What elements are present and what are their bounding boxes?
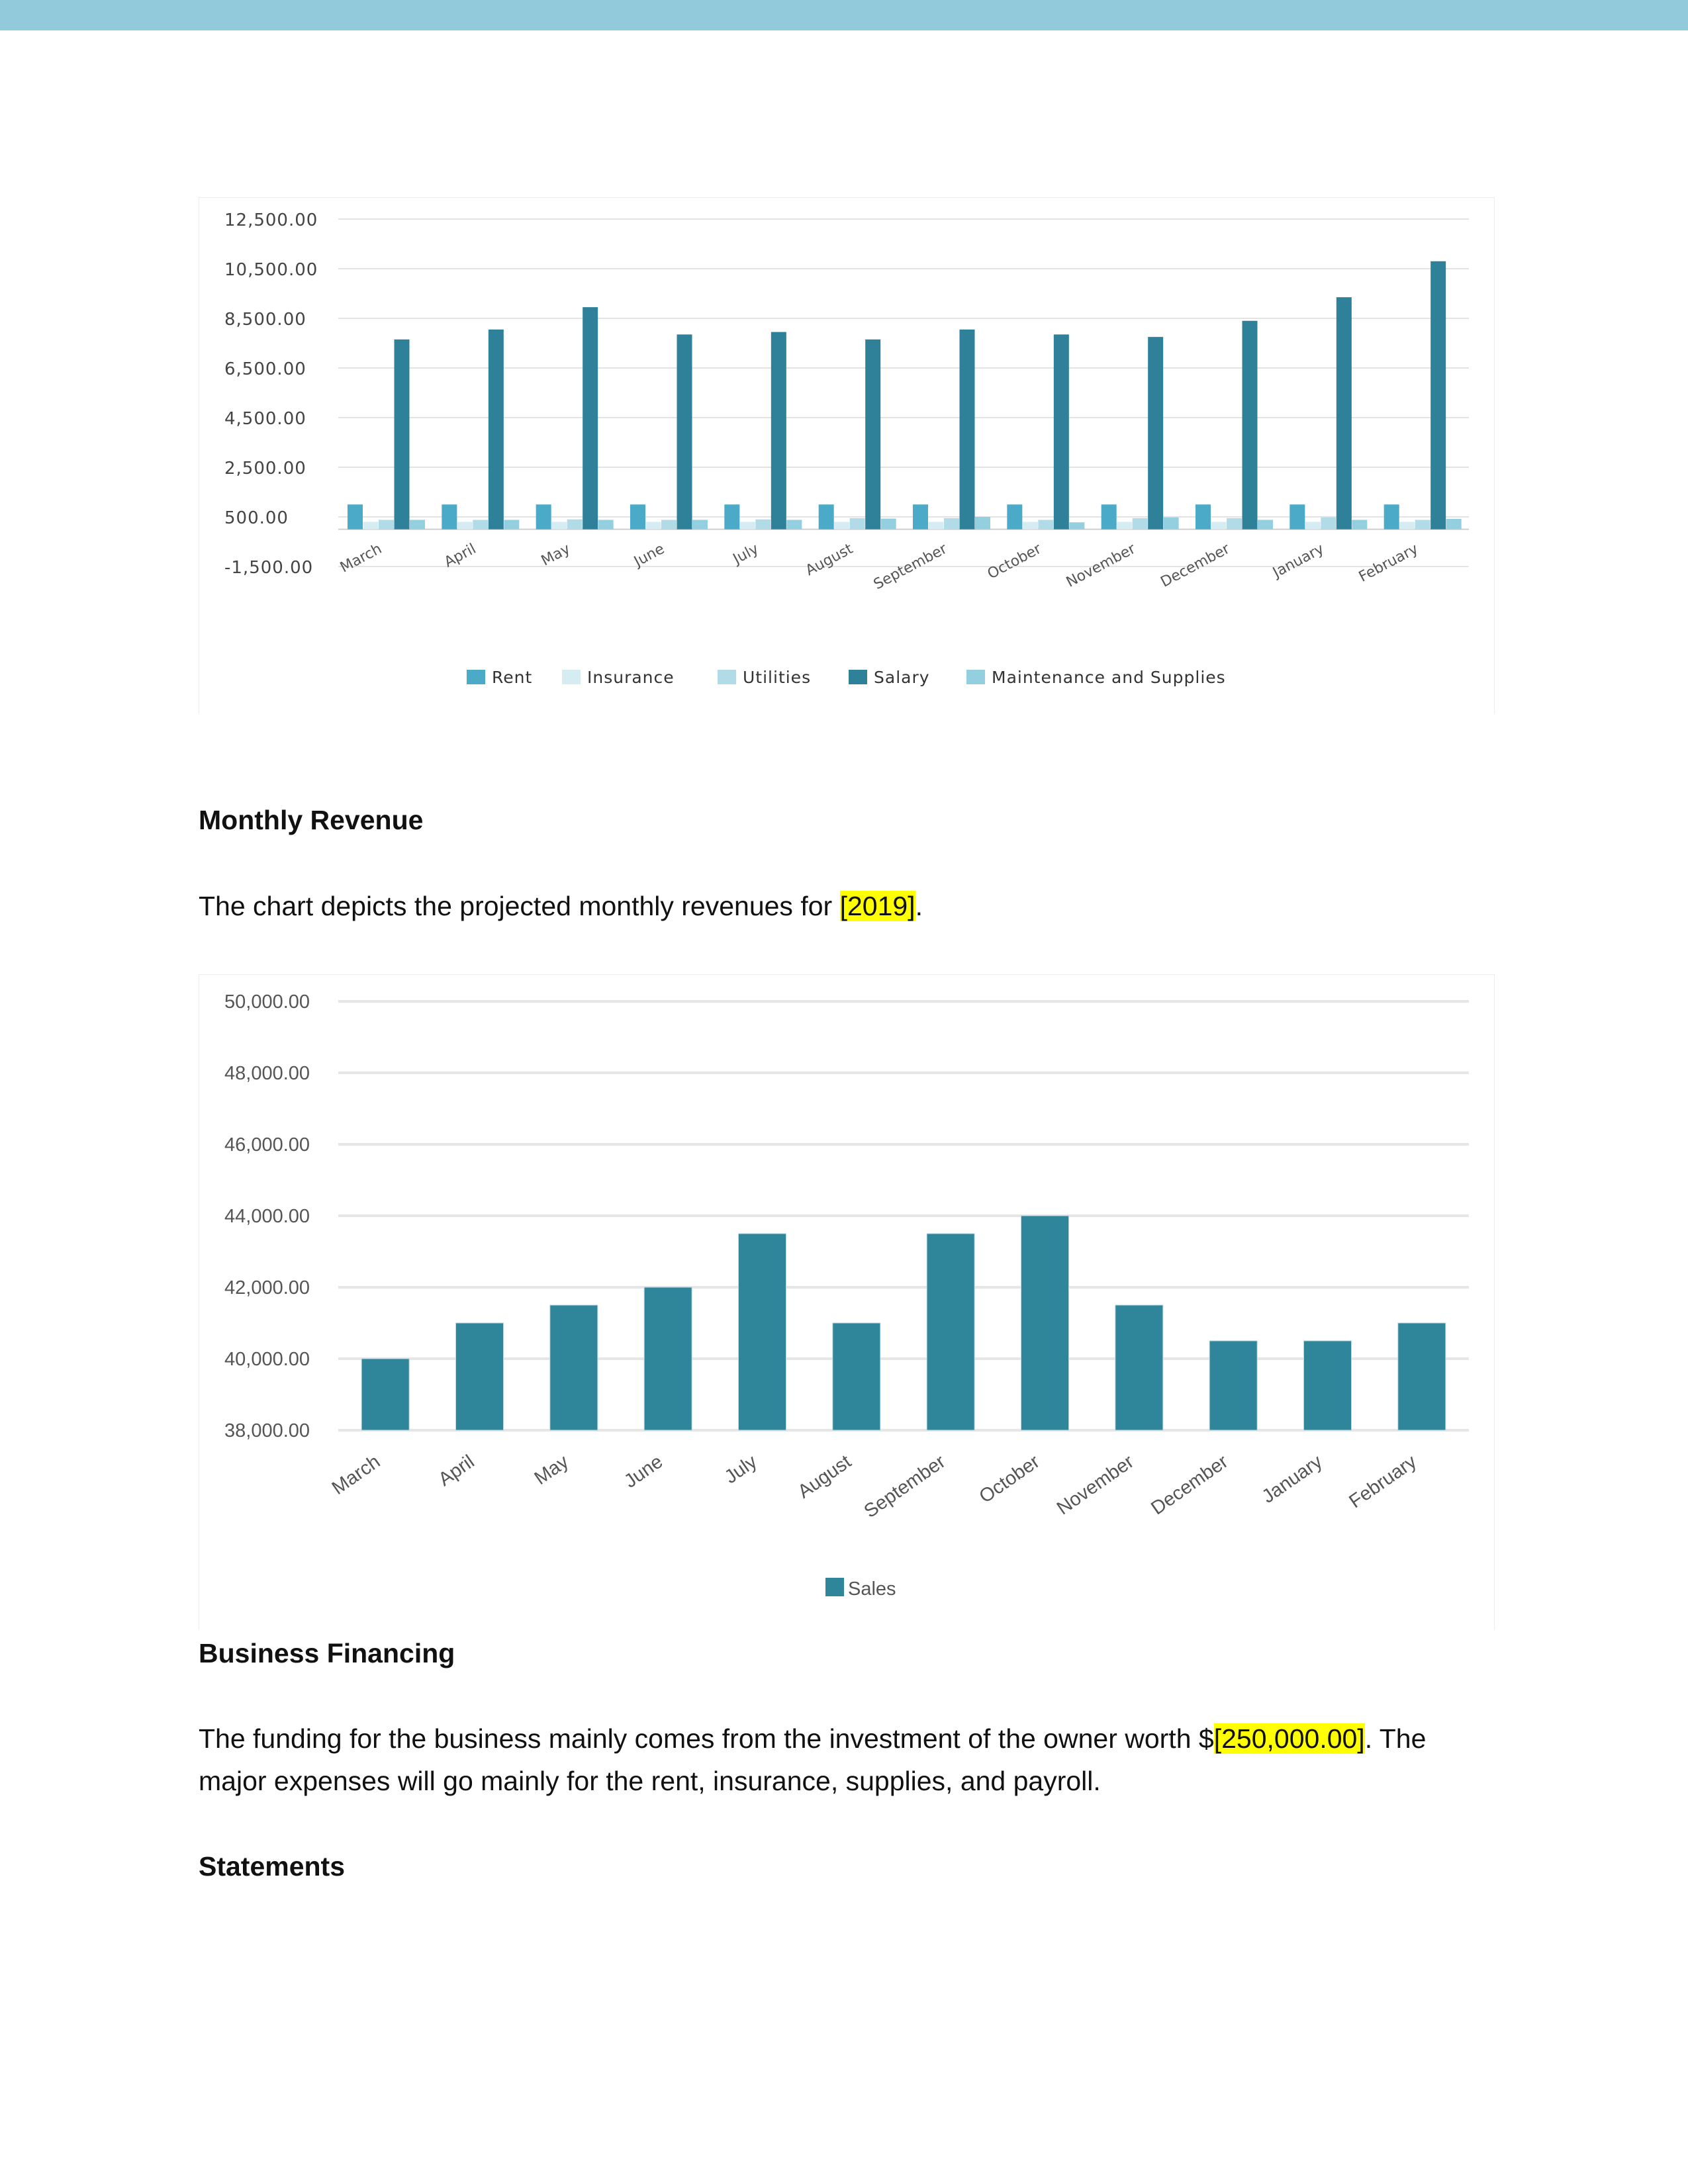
bar-sales (361, 1359, 409, 1430)
legend-swatch-salary (849, 670, 867, 684)
bar-sales (1021, 1216, 1069, 1430)
x-tick-label: May (538, 540, 573, 570)
expenses-chart (199, 197, 1495, 714)
x-tick-label: November (1063, 540, 1139, 591)
revenue-year-highlight: [2019] (839, 891, 915, 921)
y-tick-label: 42,000.00 (224, 1277, 310, 1298)
bar-insurance (363, 522, 379, 529)
y-tick-label: 50,000.00 (224, 991, 310, 1013)
bar-utilities (944, 518, 959, 529)
bar-sales (1209, 1341, 1257, 1430)
bar-rent (348, 504, 363, 529)
bar-utilities (1321, 518, 1336, 529)
x-tick-label: June (620, 1451, 667, 1492)
bar-insurance (1117, 522, 1132, 529)
bar-salary (1336, 297, 1352, 529)
y-tick-label: 40,000.00 (224, 1349, 310, 1370)
x-tick-label: September (870, 540, 950, 594)
y-tick-label: 500.00 (224, 508, 289, 528)
bar-insurance (1211, 522, 1227, 529)
bar-sales (550, 1305, 598, 1430)
bar-sales (927, 1234, 974, 1430)
monthly-revenue-heading: Monthly Revenue (199, 805, 424, 835)
legend-label: Rent (492, 668, 533, 687)
page-header-bar (0, 0, 1688, 30)
business-financing-text-end: . The major expenses will go mainly for the rent, insurance, supplies, and payroll. (199, 1723, 1427, 1796)
bar-sales (456, 1323, 504, 1430)
legend-label: Insurance (587, 668, 675, 687)
legend-swatch-rent (467, 670, 485, 684)
bar-utilities (379, 520, 394, 529)
bar-rent (913, 504, 928, 529)
x-tick-label: March (338, 540, 385, 576)
business-financing-heading: Business Financing (199, 1638, 455, 1668)
bar-maintenance-and-supplies (1446, 519, 1462, 529)
bar-rent (442, 504, 457, 529)
bar-sales (644, 1287, 692, 1430)
bar-utilities (661, 520, 677, 529)
bar-utilities (1415, 520, 1430, 529)
bar-sales (739, 1234, 786, 1430)
bar-utilities (1038, 520, 1053, 529)
bar-sales (1304, 1341, 1352, 1430)
monthly-revenue-paragraph (199, 885, 1496, 927)
y-tick-label: 6,500.00 (224, 359, 306, 379)
bar-salary (771, 332, 786, 529)
y-tick-label: -1,500.00 (224, 558, 314, 578)
bar-salary (1430, 261, 1446, 529)
bar-maintenance-and-supplies (1258, 520, 1273, 529)
bar-insurance (740, 522, 755, 529)
bar-salary (489, 330, 504, 529)
bar-maintenance-and-supplies (410, 520, 425, 529)
y-tick-label: 2,500.00 (224, 459, 306, 478)
revenue-chart (199, 974, 1495, 1630)
x-tick-label: May (530, 1451, 573, 1490)
bar-maintenance-and-supplies (692, 520, 708, 529)
x-tick-label: September (860, 1451, 950, 1523)
legend-swatch-utilities (718, 670, 736, 684)
x-tick-label: June (631, 540, 667, 570)
bar-salary (395, 340, 410, 529)
bar-salary (677, 334, 692, 529)
expenses-chart-svg (199, 198, 1494, 714)
bar-sales (833, 1323, 880, 1430)
bar-utilities (567, 520, 583, 529)
bar-maintenance-and-supplies (786, 520, 802, 529)
bar-rent (1007, 504, 1022, 529)
bar-salary (1148, 337, 1163, 529)
bar-salary (865, 340, 880, 529)
bar-utilities (755, 520, 771, 529)
y-tick-label: 38,000.00 (224, 1420, 310, 1441)
legend-label: Salary (874, 668, 930, 687)
bar-rent (819, 504, 834, 529)
statements-heading: Statements (199, 1851, 346, 1882)
x-tick-label: December (1147, 1451, 1233, 1520)
x-tick-label: March (328, 1451, 385, 1499)
x-tick-label: February (1345, 1451, 1421, 1513)
y-tick-label: 8,500.00 (224, 310, 306, 330)
y-tick-label: 10,500.00 (224, 260, 318, 280)
bar-maintenance-and-supplies (598, 520, 614, 529)
x-tick-label: January (1270, 540, 1327, 582)
bar-salary (1054, 334, 1069, 529)
bar-salary (1243, 321, 1258, 529)
bar-maintenance-and-supplies (504, 520, 519, 529)
bar-rent (1102, 504, 1117, 529)
x-tick-label: April (442, 540, 479, 571)
bar-salary (583, 307, 598, 529)
x-tick-label: August (794, 1451, 855, 1503)
legend-swatch-maintenance-and-supplies (966, 670, 985, 684)
bar-insurance (1305, 522, 1321, 529)
bar-insurance (646, 522, 661, 529)
y-tick-label: 48,000.00 (224, 1063, 310, 1084)
bar-rent (1289, 504, 1305, 529)
y-tick-label: 44,000.00 (224, 1206, 310, 1227)
bar-rent (1196, 504, 1211, 529)
bar-salary (960, 330, 975, 529)
bar-rent (724, 504, 739, 529)
bar-utilities (850, 518, 865, 529)
x-tick-label: February (1356, 540, 1421, 586)
y-tick-label: 4,500.00 (224, 409, 306, 429)
legend-swatch-insurance (562, 670, 581, 684)
bar-maintenance-and-supplies (1069, 522, 1084, 529)
x-tick-label: October (975, 1451, 1044, 1508)
x-tick-label: December (1158, 540, 1233, 591)
revenue-chart-svg (199, 975, 1494, 1630)
bar-utilities (1227, 518, 1242, 529)
business-financing-paragraph (199, 1717, 1496, 1802)
y-tick-label: 46,000.00 (224, 1134, 310, 1156)
bar-maintenance-and-supplies (1164, 518, 1179, 529)
x-tick-label: January (1258, 1451, 1327, 1508)
bar-maintenance-and-supplies (975, 517, 990, 529)
bar-rent (536, 504, 551, 529)
legend-label: Sales (848, 1578, 896, 1600)
x-tick-label: July (730, 540, 762, 568)
x-tick-label: August (802, 540, 856, 580)
x-tick-label: October (984, 540, 1045, 583)
x-tick-label: July (720, 1451, 761, 1488)
bar-insurance (929, 522, 944, 529)
investment-amount-highlight: [250,000.00] (1213, 1723, 1365, 1754)
bar-utilities (473, 520, 488, 529)
monthly-revenue-text: The chart depicts the projected monthly revenues for (199, 891, 840, 921)
legend-label: Utilities (743, 668, 812, 687)
bar-utilities (1133, 518, 1148, 529)
business-financing-text: The funding for the business mainly comes from the investment of the owner worth $ (199, 1723, 1214, 1754)
bar-insurance (834, 522, 849, 529)
bar-insurance (1399, 522, 1415, 529)
bar-rent (1384, 504, 1399, 529)
x-tick-label: April (434, 1451, 479, 1491)
bar-maintenance-and-supplies (1352, 520, 1367, 529)
bar-insurance (551, 522, 567, 529)
x-tick-label: November (1053, 1451, 1138, 1520)
bar-sales (1115, 1305, 1163, 1430)
bar-maintenance-and-supplies (881, 519, 896, 529)
bar-insurance (457, 522, 473, 529)
monthly-revenue-text-end: . (915, 891, 923, 921)
bar-insurance (1023, 522, 1038, 529)
legend-label: Maintenance and Supplies (992, 668, 1226, 687)
y-tick-label: 12,500.00 (224, 210, 318, 230)
bar-rent (630, 504, 645, 529)
bar-sales (1398, 1323, 1446, 1430)
legend-swatch-sales (825, 1578, 844, 1596)
